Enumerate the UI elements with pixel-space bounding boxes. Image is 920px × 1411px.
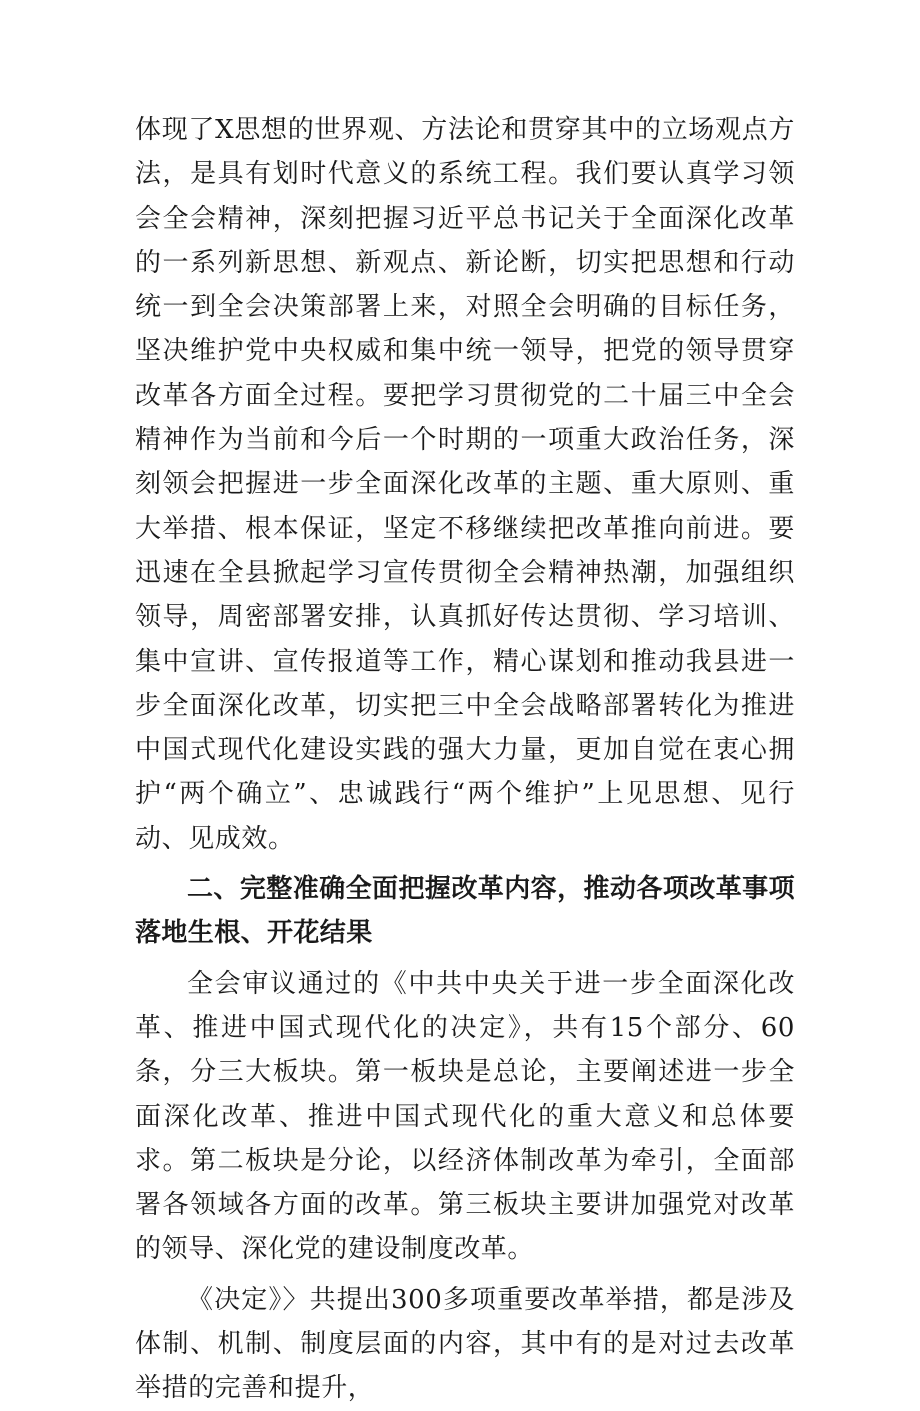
document-body [135,108,795,1411]
paragraph-decision-overview: 全会审议通过的《中共中央关于进一步全面深化改革、推进中国式现代化的决定》，共有15个部分、60条，分三大板块。第一板块是总论，主要阐述进一步全面深化改革、推进中国式现代化的重大意义和总体要求。第二板块是分论，以经济体制改革为牵引，全面部署各领域各方面的改革。第三板块主要讲加强党对改革的领导、深化党的建设制度改革。 [135,968,795,1265]
section-heading-2: 二、完整准确全面把握改革内容，推动各项改革事项落地生根、开花结果 [135,874,795,949]
paragraph-reform-measures: 《决定》〉共提出300多项重要改革举措，都是涉及体制、机制、制度层面的内容，其中有的是对过去改革举措的完善和提升， [135,1284,795,1404]
paragraph-continuation: 体现了X思想的世界观、方法论和贯穿其中的立场观点方法，是具有划时代意义的系统工程。我们要认真学习领会全会精神，深刻把握习近平总书记关于全面深化改革的一系列新思想、新观点、新论断，切实把思想和行动统一到全会决策部署上来，对照全会明确的目标任务，坚决维护党中央权威和集中统一领导，把党的领导贯穿改革各方面全过程。要把学习贯彻党的二十届三中全会精神作为当前和今后一个时期的一项重大政治任务，深刻领会把握进一步全面深化改革的主题、重大原则、重大举措、根本保证，坚定不移继续把改革推向前进。要迅速在全县掀起学习宣传贯彻全会精神热潮，加强组织领导，周密部署安排，认真抓好传达贯彻、学习培训、集中宣讲、宣传报道等工作，精心谋划和推动我县进一步全面深化改革，切实把三中全会战略部署转化为推进中国式现代化建设实践的强大力量，更加自觉在衷心拥护“两个确立”、忠诚践行“两个维护”上见思想、见行动、见成效。 [135,115,795,854]
